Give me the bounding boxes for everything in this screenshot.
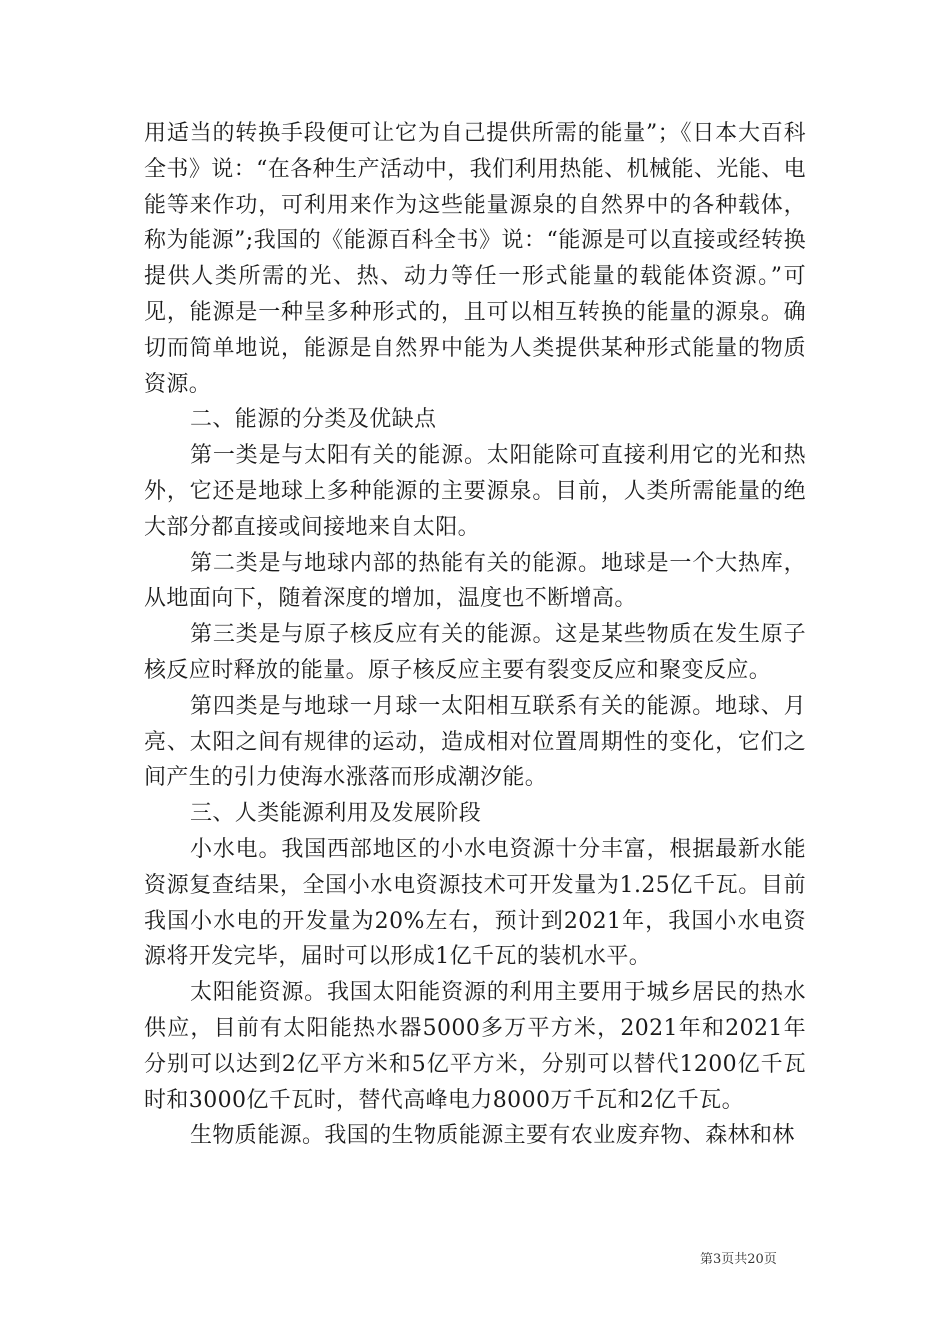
paragraph-energy-definition: 用适当的转换手段便可让它为自己提供所需的能量”；《日本大百科全书》说：“在各种生产活动中，我们利用热能、机械能、光能、电能等来作功，可利用来作为这些能量源泉的自然界中的各种载体，称为能源”;我国的《能源百科全书》说：“能源是可以直接或经转换提供人类所需的光、热、动力等任一形式能量的载能体资源。”可见，能源是一种呈多种形式的，且可以相互转换的能量的源泉。确切而简单地说，能源是自然界中能为人类提供某种形式能量的物质资源。 xyxy=(144,121,806,397)
section-heading-development: 三、人类能源利用及发展阶段 xyxy=(190,801,482,827)
page-number-footer: 第3页共20页 xyxy=(700,1252,777,1267)
paragraph-solar-energy-class: 第一类是与太阳有关的能源。太阳能除可直接利用它的光和热外，它还是地球上多种能源的主要源泉。目前，人类所需能量的绝大部分都直接或间接地来自太阳。 xyxy=(144,443,806,540)
paragraph-geothermal-class: 第二类是与地球内部的热能有关的能源。地球是一个大热库，从地面向下，随着深度的增加，温度也不断增高。 xyxy=(144,550,806,612)
paragraph-tidal-class: 第四类是与地球一月球一太阳相互联系有关的能源。地球、月亮、太阳之间有规律的运动，造成相对位置周期性的变化，它们之间产生的引力使海水涨落而形成潮汐能。 xyxy=(144,693,806,791)
paragraph-solar-resources: 太阳能资源。我国太阳能资源的利用主要用于城乡居民的热水供应，目前有太阳能热水器5000多万平方米，2021年和2021年分别可以达到2亿平方米和5亿平方米，分别可以替代1200亿千瓦时和3000亿千瓦时，替代高峰电力8000万千瓦和2亿千瓦。 xyxy=(144,980,806,1113)
paragraph-biomass: 生物质能源。我国的生物质能源主要有农业废弃物、森林和林 xyxy=(190,1123,795,1149)
body-text xyxy=(144,116,806,1154)
section-heading-classification: 二、能源的分类及优缺点 xyxy=(190,407,437,433)
paragraph-nuclear-class: 第三类是与原子核反应有关的能源。这是某些物质在发生原子核反应时释放的能量。原子核反应主要有裂变反应和聚变反应。 xyxy=(144,622,806,683)
paragraph-small-hydro: 小水电。我国西部地区的小水电资源十分丰富，根据最新水能资源复查结果，全国小水电资源技术可开发量为1.25亿千瓦。目前我国小水电的开发量为20%左右，预计到2021年，我国小水电资源将开发完毕，届时可以形成1亿千瓦的装机水平。 xyxy=(144,836,806,970)
